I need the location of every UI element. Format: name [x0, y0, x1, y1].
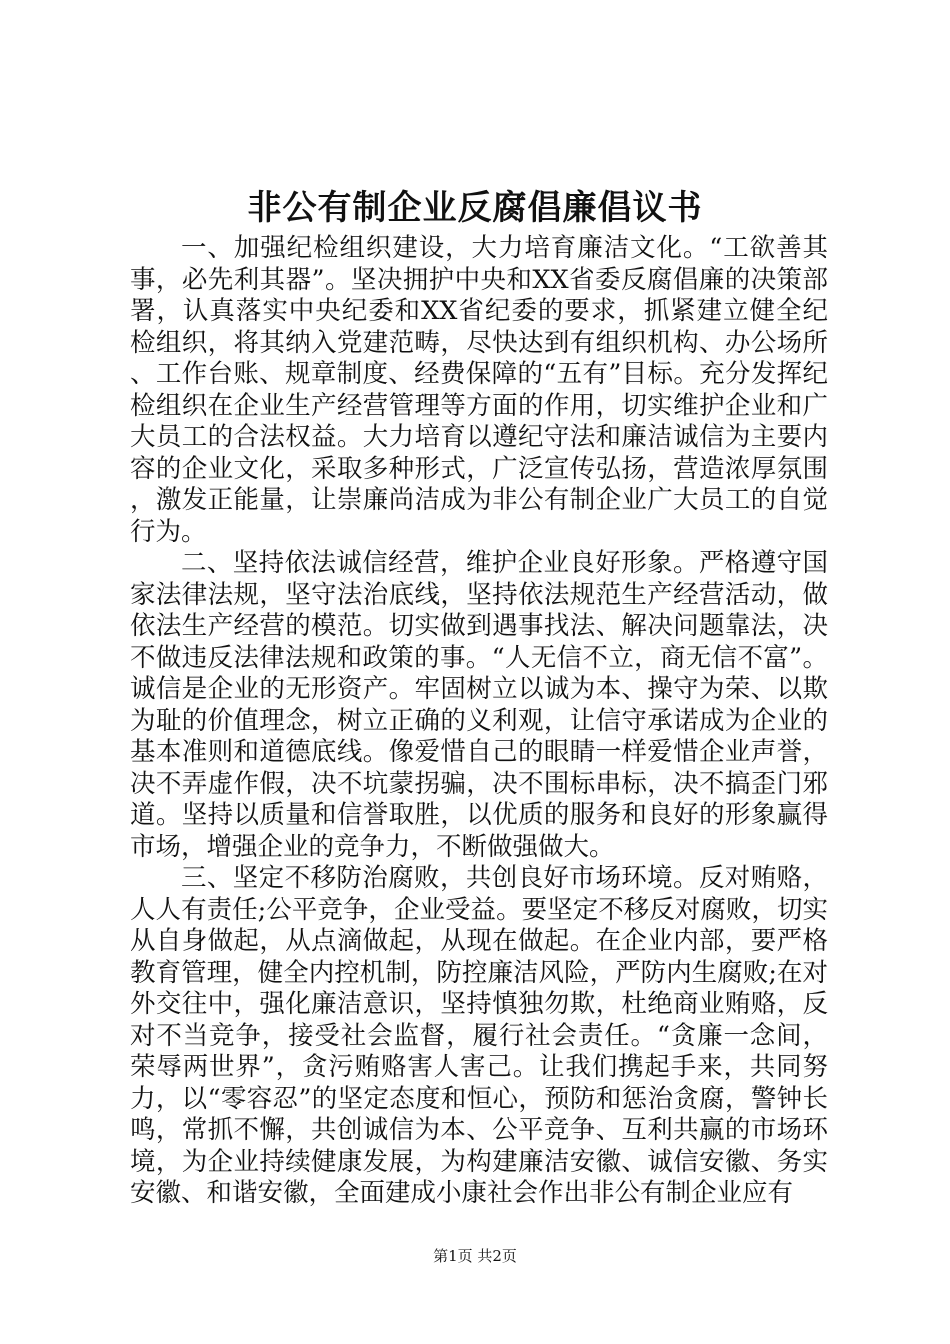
document-body	[130, 233, 828, 1210]
paragraph-2: 二、坚持依法诚信经营，维护企业良好形象。严格遵守国家法律法规，坚守法治底线，坚持依法规范生产经营活动，做依法生产经营的模范。切实做到遇事找法、解决问题靠法，决不做违反法律法规和政策的事。“人无信不立，商无信不富”。诚信是企业的无形资产。牢固树立以诚为本、操守为荣、以欺为耻的价值理念，树立正确的义利观，让信守承诺成为企业的基本准则和道德底线。像爱惜自己的眼睛一样爱惜企业声誉，决不弄虚作假，决不坑蒙拐骗，决不围标串标，决不搞歪门邪道。坚持以质量和信誉取胜，以优质的服务和良好的形象赢得市场，增强企业的竞争力，不断做强做大。	[130, 548, 828, 862]
paragraph-1: 一、加强纪检组织建设，大力培育廉洁文化。“工欲善其事，必先利其器”。坚决拥护中央和XX省委反腐倡廉的决策部署，认真落实中央纪委和XX省纪委的要求，抓紧建立健全纪检组织，将其纳入党建范畴，尽快达到有组织机构、办公场所、工作台账、规章制度、经费保障的“五有”目标。充分发挥纪检组织在企业生产经营管理等方面的作用，切实维护企业和广大员工的合法权益。大力培育以遵纪守法和廉洁诚信为主要内容的企业文化，采取多种形式，广泛宣传弘扬，营造浓厚氛围，激发正能量，让崇廉尚洁成为非公有制企业广大员工的自觉行为。	[130, 233, 828, 547]
paragraph-3: 三、坚定不移防治腐败，共创良好市场环境。反对贿赂，人人有责任;公平竞争，企业受益。要坚定不移反对腐败，切实从自身做起，从点滴做起，从现在做起。在企业内部，要严格教育管理，健全内控机制，防控廉洁风险，严防内生腐败;在对外交往中，强化廉洁意识，坚持慎独勿欺，杜绝商业贿赂，反对不当竞争，接受社会监督，履行社会责任。“贪廉一念间，荣辱两世界”，贪污贿赂害人害己。让我们携起手来，共同努力，以“零容忍”的坚定态度和恒心，预防和惩治贪腐，警钟长鸣，常抓不懈，共创诚信为本、公平竞争、互利共赢的市场环境，为企业持续健康发展，为构建廉洁安徽、诚信安徽、务实安徽、和谐安徽，全面建成小康社会作出非公有制企业应有	[130, 863, 828, 1208]
page-footer: 第1页 共2页	[433, 1247, 517, 1265]
document-title: 非公有制企业反腐倡廉倡议书	[247, 188, 703, 228]
